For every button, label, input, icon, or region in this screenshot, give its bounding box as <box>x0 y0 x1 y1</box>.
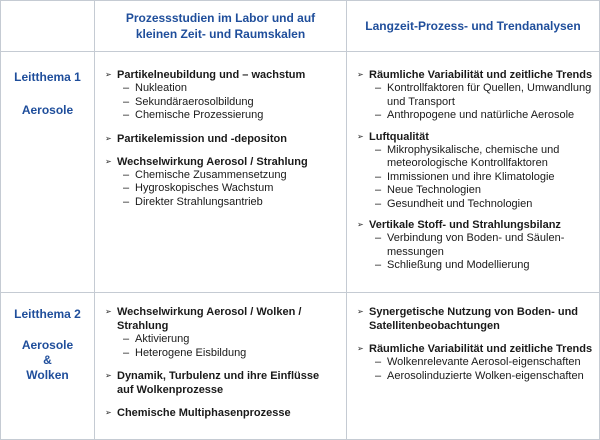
dash-bullet: – <box>375 356 382 368</box>
topic-title: Räumliche Variabilität und zeitliche Trends <box>369 69 593 81</box>
dash-bullet: – <box>375 109 382 121</box>
dash-bullet: – <box>123 333 130 345</box>
topic-title: Chemische Multiphasenprozesse <box>117 407 291 419</box>
row2-lab-cell <box>94 292 347 440</box>
topic-title: Vertikale Stoff- und Strahlungsbilanz <box>369 219 561 231</box>
arrow-bullet-icon: ➢ <box>105 70 112 79</box>
topic-title: Wechselwirkung Aerosol / Strahlung <box>117 155 308 168</box>
row1-long-term-cell <box>346 51 600 293</box>
dash-bullet: – <box>123 109 130 121</box>
topic-block <box>105 406 338 420</box>
row-label-title: Leitthema 1 <box>14 70 81 84</box>
topic-title: Partikelemission und -depositon <box>117 132 287 145</box>
topic-block <box>105 305 338 360</box>
column-header-lab-studies <box>94 0 347 52</box>
column-header-long-term <box>346 0 600 52</box>
topic-block <box>357 130 593 212</box>
dash-bullet: – <box>123 82 130 94</box>
arrow-bullet-icon: ➢ <box>105 156 112 166</box>
dash-bullet: – <box>123 168 130 181</box>
dash-bullet: – <box>123 95 130 108</box>
topic-item: Aktivierung <box>135 333 190 345</box>
dash-bullet: – <box>375 369 382 382</box>
topic-item: Aerosolinduzierte Wolken-eigenschaften <box>387 369 584 382</box>
topic-block <box>105 369 338 397</box>
dash-bullet: – <box>375 259 382 271</box>
column-header-label: Prozessstudien im Labor und auf kleinen Zeit- und Raumskalen <box>125 11 316 41</box>
topic-item: Kontrollfaktoren für Quellen, Umwandlung und Transport <box>387 82 592 108</box>
topic-item: Neue Technologien <box>387 184 481 196</box>
topic-block <box>357 218 593 273</box>
topic-item: Direkter Strahlungsantrieb <box>135 195 263 208</box>
topic-block <box>357 305 593 333</box>
arrow-bullet-icon: ➢ <box>105 371 112 380</box>
topic-block <box>357 68 593 123</box>
column-header-label: Langzeit-Prozess- und Trendanalysen <box>365 19 581 33</box>
topic-item: Schließung und Modellierung <box>387 259 530 271</box>
topic-item: Mikrophysikalische, chemische und meteorologische Kontrollfaktoren <box>387 143 560 169</box>
dash-bullet: – <box>123 182 130 194</box>
topic-item: Verbindung von Boden- und Säulen-messungen <box>387 232 565 258</box>
row-label-leitthema-2 <box>0 292 95 440</box>
corner-cell <box>0 0 95 52</box>
topic-item: Heterogene Eisbildung <box>135 346 247 359</box>
row1-lab-cell <box>94 51 347 293</box>
row2-long-term-cell <box>346 292 600 440</box>
topic-item: Nukleation <box>135 82 187 94</box>
arrow-bullet-icon: ➢ <box>105 408 112 417</box>
topic-block <box>357 342 593 383</box>
dash-bullet: – <box>123 346 130 359</box>
topic-item: Sekundäraerosolbildung <box>135 95 254 108</box>
topic-item: Anthropogene und natürliche Aerosole <box>387 109 575 121</box>
arrow-bullet-icon: ➢ <box>357 220 364 229</box>
row-label-subtitle: Aerosole <box>21 338 74 352</box>
topic-block <box>105 132 338 146</box>
topic-title: Partikelneubildung und – wachstum <box>117 69 306 81</box>
dash-bullet: – <box>375 143 382 156</box>
dash-bullet: – <box>375 232 382 244</box>
topic-item: Hygroskopisches Wachstum <box>135 182 274 194</box>
topic-title: Synergetische Nutzung von Boden- und Satellitenbeobachtungen <box>369 306 579 332</box>
topic-item: Chemische Prozessierung <box>135 109 264 121</box>
topic-title: Dynamik, Turbulenz und ihre Einflüsse auf Wolkenprozesse <box>117 370 320 396</box>
topic-item: Chemische Zusammensetzung <box>135 168 287 181</box>
topic-title: Luftqualität <box>369 130 429 143</box>
arrow-bullet-icon: ➢ <box>357 131 364 141</box>
topic-block <box>105 155 338 210</box>
topic-item: Wolkenrelevante Aerosol-eigenschaften <box>387 356 581 368</box>
topic-item: Gesundheit und Technologien <box>387 197 533 210</box>
arrow-bullet-icon: ➢ <box>105 133 112 143</box>
topic-block <box>105 68 338 123</box>
arrow-bullet-icon: ➢ <box>357 344 364 353</box>
arrow-bullet-icon: ➢ <box>105 307 112 316</box>
arrow-bullet-icon: ➢ <box>357 307 364 316</box>
dash-bullet: – <box>375 170 382 183</box>
dash-bullet: – <box>375 82 382 94</box>
row-label-leitthema-1 <box>0 51 95 293</box>
topic-item: Immissionen und ihre Klimatologie <box>387 170 555 183</box>
topic-title: Räumliche Variabilität und zeitliche Trends <box>369 343 593 355</box>
row-label-subtitle: Aerosole <box>21 103 74 117</box>
topic-title: Wechselwirkung Aerosol / Wolken / Strahlung <box>117 306 302 332</box>
row-label-ampersand: & <box>43 353 52 367</box>
dash-bullet: – <box>123 195 130 208</box>
dash-bullet: – <box>375 184 382 196</box>
row-label-subtitle-2: Wolken <box>26 368 69 382</box>
row-label-title: Leitthema 2 <box>14 307 81 321</box>
dash-bullet: – <box>375 197 382 210</box>
arrow-bullet-icon: ➢ <box>357 70 364 79</box>
